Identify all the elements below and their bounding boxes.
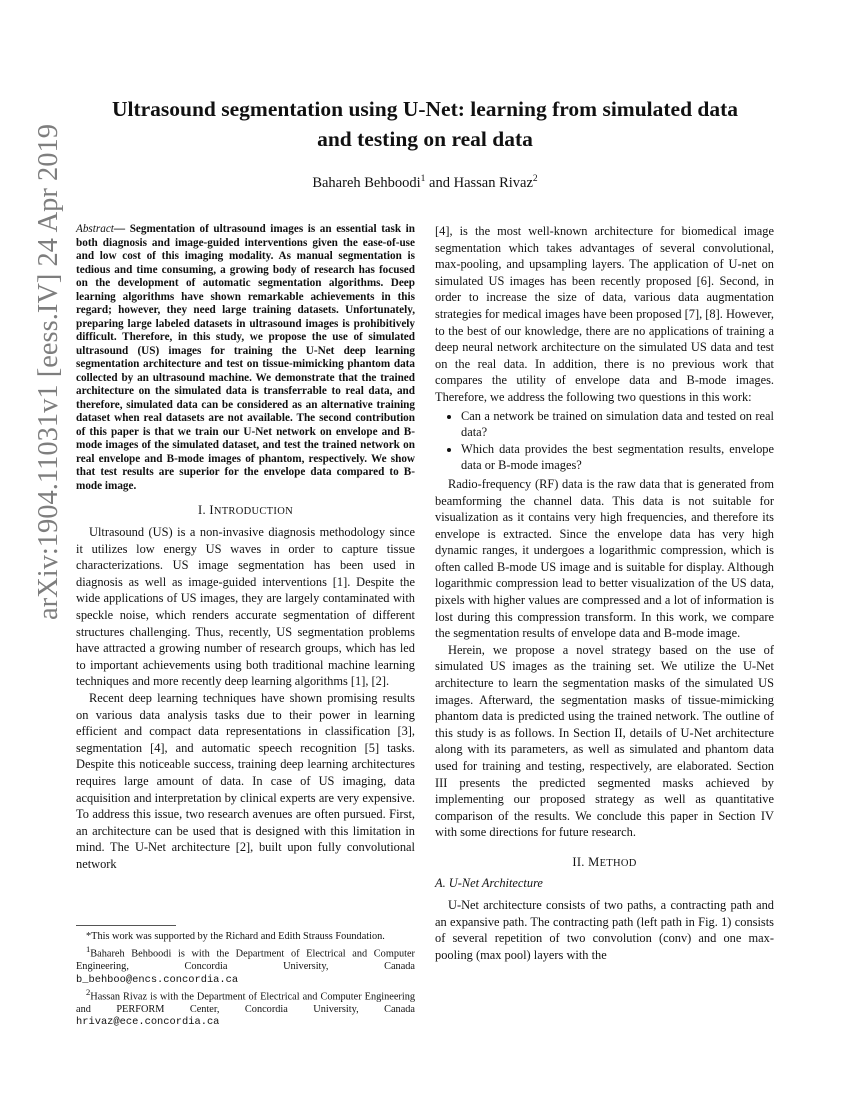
paper-title-line-1: Ultrasound segmentation using U-Net: learning from simulated data	[111, 97, 739, 121]
section-heading-rest: ETHOD	[599, 857, 637, 869]
footnote: *This work was supported by the Richard and Edith Strauss Foundation.	[86, 931, 385, 942]
paragraph: Ultrasound (US) is a non-invasive diagnosis methodology since it utilizes low energy US waves in order to capture tissue characterizations. US image segmentation has been used in diagnosis as well as image-guided interventions [1]. Despite the wide applications of US images, they are largely contaminated with speckle noise, which renders accurate segmentation of different structures challenging. Thus, recently, US segmentation problems have attracted a growing number of research groups, which has led to important achievements using both traditional machine learning techniques and more recently deep learning algorithms [1], [2].	[76, 525, 415, 689]
section-heading-method	[435, 855, 774, 870]
section-heading-rest: NTRODUCTION	[213, 506, 293, 517]
abstract	[76, 223, 415, 493]
footnote-mark: 1	[86, 944, 91, 955]
footnote-text: Hassan Rivaz is with the Department of Electrical and Computer Engineering and PERFORM Center, Concordia University, Canada	[76, 991, 415, 1015]
list-item: • Can a network be trained on simulation data and tested on real data?	[461, 408, 774, 441]
research-questions-list	[435, 408, 774, 474]
author-name: Hassan Rivaz	[453, 174, 533, 191]
left-column	[76, 223, 415, 872]
footnote-mark: 2	[86, 987, 91, 998]
paper-title	[60, 94, 790, 154]
section-heading-initial: M	[588, 854, 600, 869]
section-heading-initial: I	[209, 503, 214, 517]
author-affiliation-mark: 1	[420, 174, 426, 184]
list-item: • Which data provides the best segmentation results, envelope data or B-mode images?	[461, 441, 774, 474]
author-conjunction: and	[429, 174, 450, 191]
footnote-divider	[76, 925, 176, 926]
abstract-label: Abstract	[76, 223, 114, 235]
author-list	[60, 174, 790, 192]
paragraph: U-Net architecture consists of two paths, a contracting path and an expansive path. The contracting path (left path in Fig. 1) consists of several repetition of two convolution (conv) and one max-pooling (max pool) layers with the	[435, 897, 774, 962]
abstract-text: — Segmentation of ultrasound images is an essential task in both diagnosis and image-guided interventions given the ease-of-use and low cost of this imaging modality. As manual segmentation is tedious and time consuming, a growing body of research has focused on the development of automatic segmentation algorithms. Deep learning algorithms have shown remarkable achievements in this regard; however, they need large training datasets. Unfortunately, preparing large labeled datasets in ultrasound images is prohibitively difficult. Therefore, in this study, we propose the use of simulated ultrasound (US) images for training the U-Net deep learning segmentation architecture and test on tissue-mimicking phantom data collected by an ultrasound machine. We demonstrate that the trained architecture on the simulated data is transferrable to real data, and therefore, simulated data can be considered as an alternative training dataset when real datasets are not available. The second contribution of this paper is that we train our U-Net network on envelope and B-mode images of the simulated dataset, and test the trained network on real envelope and B-mode images of phantom, respectively. We show that test results are superior for the envelope data compared to B-mode image.	[76, 223, 415, 492]
author-affiliation-mark: 2	[532, 174, 538, 184]
right-column	[435, 223, 774, 963]
section-heading-introduction	[76, 503, 415, 518]
author-name: Bahareh Behboodi	[312, 174, 421, 191]
subsection-heading: A. U-Net Architecture	[435, 875, 543, 890]
arxiv-identifier-stamp: arXiv:1904.11031v1 [eess.IV] 24 Apr 2019	[33, 123, 64, 620]
footnote	[76, 943, 415, 986]
paragraph: Herein, we propose a novel strategy based on the use of simulated US images as the training set. We utilize the U-Net architecture to learn the segmentation masks of the simulated US images. Afterward, the segmentation masks of tissue-mimicking phantom data is predicted using the trained network. The outline of this study is as follows. In Section II, details of U-Net architecture along with its parameters, as well as simulated and phantom data used for training and testing, respectively, are elaborated. Section III presents the predicted segmented masks achieved by implementing our proposed strategy as well as quantitative comparison of the results. We conclude this paper in Section IV with some directions for future research.	[435, 642, 774, 840]
email-address: hrivaz@ece.concordia.ca	[76, 1016, 220, 1029]
paper-title-line-2: and testing on real data	[317, 127, 533, 151]
email-address: b_behboo@encs.concordia.ca	[76, 973, 239, 986]
footnotes	[76, 931, 415, 1029]
paragraph: Radio-frequency (RF) data is the raw data that is generated from beamforming the channel data. This data is not suitable for visualization as it contains very high frequencies, and therefore its envelope is extracted. Since the envelope data has very high dynamic ranges, it undergoes a logarithmic compression, which is often called B-mode US image and is suitable for display. Although logarithmic compression lead to better visualization of the US data, pixels with higher values are compressed and a lot of information is lost during this compression transform. In this work, we compare the segmentation results of envelope data and B-mode image.	[435, 476, 774, 641]
paragraph: Recent deep learning techniques have shown promising results on various data analysis tasks due to their power in learning efficient and compact data representations in classification [3], segmentation [4], and automatic speech recognition [5] tasks. Despite this noticeable success, training deep learning architectures requires large amount of data. In case of US imaging, data acquisition and interpretation by clinical experts are very expensive. To address this issue, two research avenues are often pursued. First, an architecture can be used that is designed with this limitation in mind. The U-Net architecture [2], built upon fully convolutional network	[76, 690, 415, 871]
footnote-text: Bahareh Behboodi is with the Department of Electrical and Computer Engineering, Concordia University, Canada	[76, 948, 415, 973]
section-number: I.	[198, 503, 210, 517]
section-number: II.	[572, 854, 589, 869]
paragraph-continued: [4], is the most well-known architecture for biomedical image segmentation which takes advantages of several convolutional, max-pooling, and upsampling layers. The application of U-net on simulated US images has been recently proposed [6]. Second, in order to increase the size of data, various data augmentation strategies for medical images have been proposed [7], [8]. However, to the best of our knowledge, there are no applications of training a deep neural network architecture on the simulated US data and test on the real data. In addition, there is no previous work that compares the utility of envelope data and B-mode images. Therefore, we address the following two questions in this work:	[435, 224, 774, 404]
footnote	[76, 986, 415, 1029]
